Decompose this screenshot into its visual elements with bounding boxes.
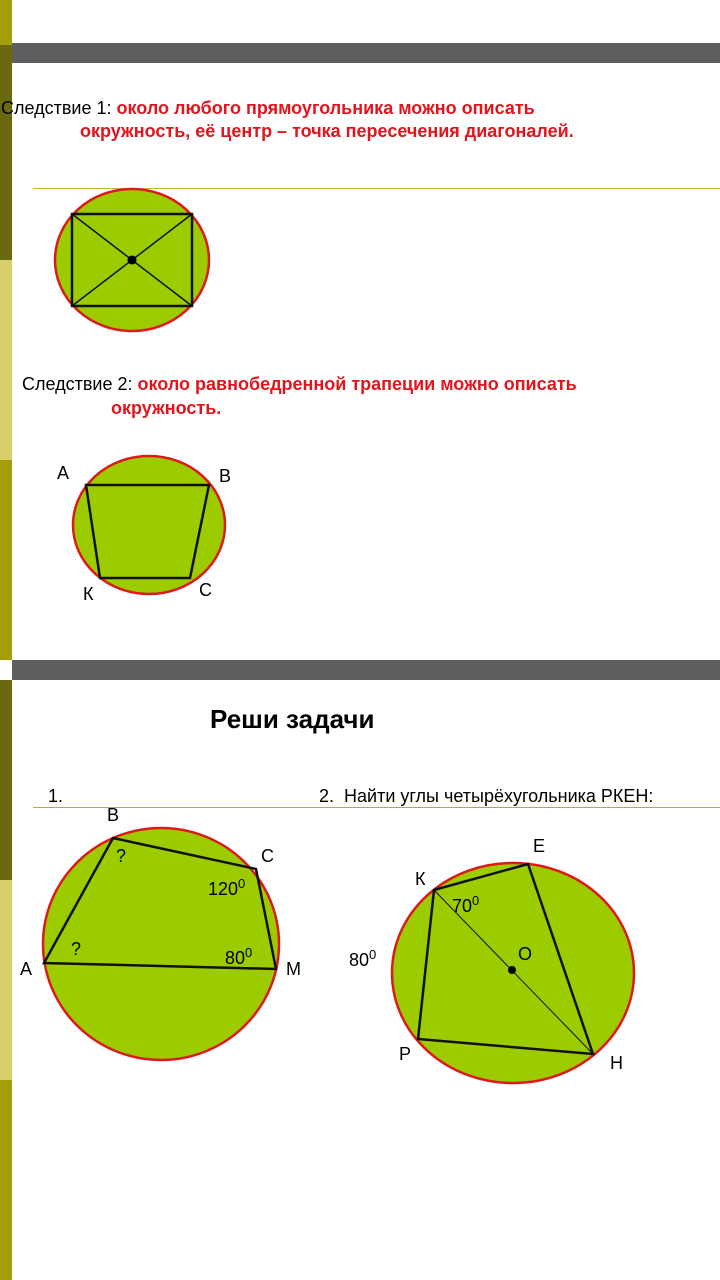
task2-label-k: К <box>415 869 426 889</box>
task1-angle-m <box>225 943 252 968</box>
task1-angle-m-value: 80 <box>225 948 246 968</box>
trapezoid-in-circle-figure <box>73 456 225 594</box>
task1-label-m: М <box>286 959 301 979</box>
rectangle-center-point <box>128 256 137 265</box>
task2-label-o: О <box>518 944 533 964</box>
corollary1-prefix: Следствие 1: <box>1 98 117 118</box>
trapezoid-label-b: В <box>219 466 232 486</box>
task1-angle-c <box>208 874 245 899</box>
trapezoid-label-c: С <box>199 580 212 600</box>
trapezoid-label-k: К <box>83 584 94 604</box>
task2-angle-k <box>452 891 479 916</box>
corollary2-prefix: Следствие 2: <box>22 374 138 394</box>
task1-label-a: А <box>20 959 33 979</box>
task1-angle-c-value: 120 <box>208 879 239 899</box>
task1-angle-b-unknown: ? <box>116 846 127 866</box>
task2-arc-label <box>349 945 376 970</box>
degree-sup: 0 <box>245 945 253 960</box>
task2-center-point <box>508 966 516 974</box>
task2-arc-value: 80 <box>349 950 370 970</box>
degree-sup: 0 <box>369 947 377 962</box>
corollary2-text-2: окружность. <box>111 398 222 418</box>
task2-statement: 2. Найти углы четырёхугольника РКЕН: <box>319 786 654 806</box>
slide2-title: Реши задачи <box>210 704 375 734</box>
trapezoid-circumcircle <box>73 456 225 594</box>
task1-label-c: С <box>261 846 274 866</box>
task2-angle-k-value: 70 <box>452 896 473 916</box>
task2-figure <box>392 863 634 1083</box>
task2-label-p: Р <box>399 1044 412 1064</box>
task1-angle-a-unknown: ? <box>71 939 82 959</box>
task2-label-h: Н <box>610 1053 623 1073</box>
rectangle-in-circle-figure <box>55 189 209 331</box>
degree-sup: 0 <box>238 876 246 891</box>
corollary2-text-1: около равнобедренной трапеции можно описать <box>137 374 577 394</box>
corollary1-text-2: окружность, её центр – точка пересечения диагоналей. <box>80 121 574 141</box>
corollary1-text-1: около любого прямоугольника можно описать <box>116 98 535 118</box>
trapezoid-label-a: А <box>57 463 70 483</box>
task1-label-b: В <box>107 805 120 825</box>
task1-number: 1. <box>48 786 64 806</box>
task2-label-e: Е <box>533 836 546 856</box>
degree-sup: 0 <box>472 893 480 908</box>
